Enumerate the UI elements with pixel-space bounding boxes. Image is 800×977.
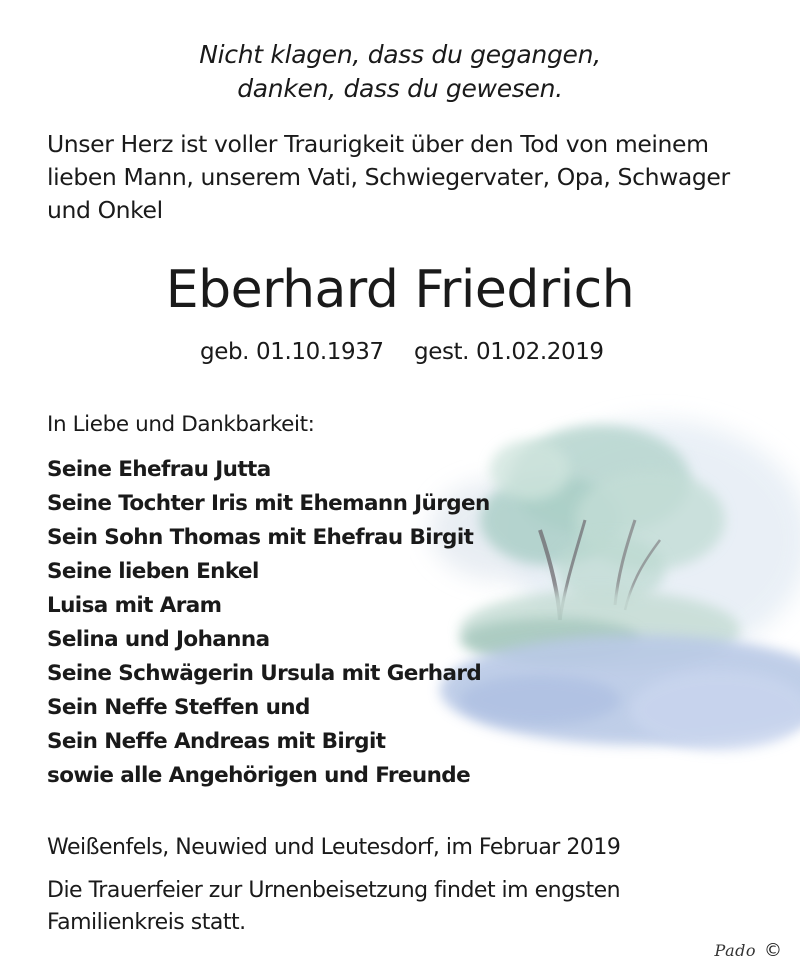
death-date: gest. 01.02.2019 [414,339,604,365]
motto-verse [0,38,800,106]
mourner-line: Seine Ehefrau Jutta [47,457,271,482]
intro-line-3: und Onkel [47,196,163,224]
intro-line-2: lieben Mann, unserem Vati, Schwiegervater, Opa, Schwager [47,163,730,191]
mourner-line: sowie alle Angehörigen und Freunde [47,763,471,788]
mourners-list [47,453,490,793]
ceremony-line-1: Die Trauerfeier zur Urnenbeisetzung findet im engsten [47,878,621,903]
place-and-date: Weißenfels, Neuwied und Leutesdorf, im Februar 2019 [47,835,621,860]
mourner-line: Selina und Johanna [47,627,270,652]
gratitude-heading: In Liebe und Dankbarkeit: [47,412,315,437]
deceased-name: Eberhard Friedrich [165,260,635,320]
motto-line-1: Nicht klagen, dass du gegangen, [199,40,601,69]
footer-credit [715,940,782,961]
ceremony-line-2: Familienkreis statt. [47,910,246,935]
artist-signature: Pado [714,941,756,960]
intro-text [47,128,767,227]
mourner-line: Luisa mit Aram [47,593,222,618]
intro-line-1: Unser Herz ist voller Traurigkeit über den Tod von meinem [47,130,709,158]
mourner-line: Seine Tochter Iris mit Ehemann Jürgen [47,491,490,516]
mourner-line: Seine Schwägerin Ursula mit Gerhard [47,661,482,686]
motto-line-2: danken, dass du gewesen. [237,74,563,103]
mourner-line: Sein Neffe Andreas mit Birgit [47,729,386,754]
copyright-icon: © [764,940,782,961]
mourner-line: Sein Neffe Steffen und [47,695,310,720]
mourner-line: Seine lieben Enkel [47,559,259,584]
ceremony-note [47,875,620,939]
birth-date: geb. 01.10.1937 [200,339,384,365]
mourner-line: Sein Sohn Thomas mit Ehefrau Birgit [47,525,474,550]
